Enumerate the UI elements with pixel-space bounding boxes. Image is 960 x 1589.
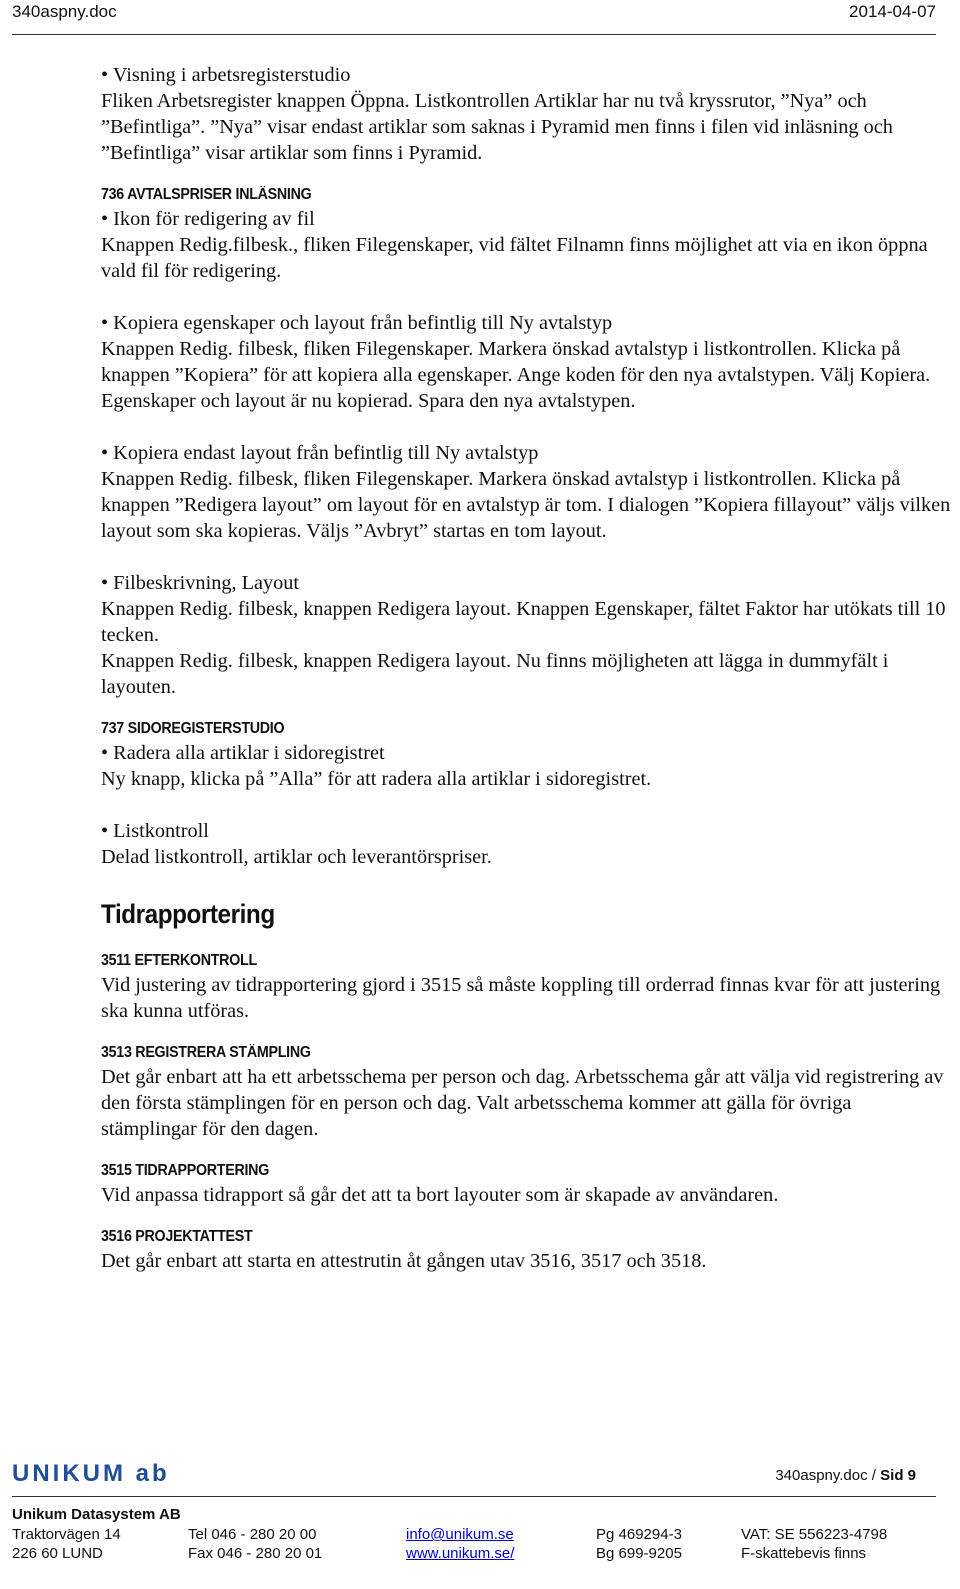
paragraph-filbeskrivning-1: Knappen Redig. filbesk, knappen Redigera layout. Knappen Egenskaper, fältet Faktor har utökats till 10 tecken. (101, 598, 946, 646)
bullet-kopiera-layout: • Kopiera endast layout från befintlig till Ny avtalstyp (101, 440, 951, 466)
tax-certificate: F-skattebevis finns (741, 1545, 867, 1562)
paragraph-3513: Det går enbart att ha ett arbetsschema per person och dag. Arbetsschema går att välja vid registrering av den första stämplingen för en person och dag. Valt arbetsschema kommer att gälla för övriga stämplingar för den dagen. (101, 1066, 944, 1140)
logo-text: UNIKUM ab (12, 1461, 170, 1485)
tel: Tel 046 - 280 20 00 (188, 1526, 317, 1543)
page-header (12, 0, 936, 35)
vat: VAT: SE 556223-4798 (741, 1526, 888, 1543)
bullet-radera: • Radera alla artiklar i sidoregistret (101, 740, 951, 766)
footer-phone (188, 1525, 322, 1563)
paragraph-3516: Det går enbart att starta en attestrutin åt gången utav 3516, 3517 och 3518. (101, 1250, 707, 1272)
email-link[interactable]: info@unikum.se (406, 1526, 514, 1543)
web-link[interactable]: www.unikum.se/ (406, 1545, 515, 1562)
footer-giro (596, 1525, 682, 1563)
header-filename: 340aspny.doc (12, 2, 117, 21)
pg: Pg 469294-3 (596, 1526, 682, 1543)
paragraph-listkontroll: Delad listkontroll, artiklar och leverantörspriser. (101, 846, 492, 868)
paragraph-radera: Ny knapp, klicka på ”Alla” för att radera alla artiklar i sidoregistret. (101, 768, 652, 790)
heading-3513: 3513 REGISTRERA STÄMPLING (101, 1044, 311, 1061)
document-body (101, 62, 951, 1274)
paragraph-3511: Vid justering av tidrapportering gjord i 3515 så måste koppling till orderrad finnas kvar för att justering ska kunna utföras. (101, 974, 941, 1022)
bullet-visning: • Visning i arbetsregisterstudio (101, 62, 951, 88)
paragraph-visning: Fliken Arbetsregister knappen Öppna. Listkontrollen Artiklar har nu två kryssrutor, ”Nya” och ”Befintliga”. ”Nya” visar endast artiklar som saknas i Pyramid men finns i filen vid inläsning och ”Befintliga” visar artiklar som finns i Pyramid. (101, 90, 893, 164)
footer-tax (741, 1525, 887, 1563)
address-line-2: 226 60 LUND (12, 1545, 103, 1562)
fax: Fax 046 - 280 20 01 (188, 1545, 323, 1562)
address-line-1: Traktorvägen 14 (12, 1526, 121, 1543)
bullet-listkontroll: • Listkontroll (101, 818, 951, 844)
page-number: Sid 9 (880, 1467, 916, 1484)
heading-737: 737 SIDOREGISTERSTUDIO (101, 720, 285, 737)
heading-tidrapportering: Tidrapportering (101, 899, 275, 929)
heading-3515: 3515 TIDRAPPORTERING (101, 1162, 270, 1179)
heading-3516: 3516 PROJEKTATTEST (101, 1228, 253, 1245)
unikum-logo (12, 1462, 232, 1484)
paragraph-kopiera-egenskaper: Knappen Redig. filbesk, fliken Filegenskaper. Markera önskad avtalstyp i listkontrollen. Klicka på knappen ”Kopiera” för att kopiera alla egenskaper. Ange koden för den nya avtalstypen. Välj Kopiera. Egenskaper och layout är nu kopierad. Spara den nya avtalstypen. (101, 338, 931, 412)
paragraph-ikon: Knappen Redig.filbesk., fliken Filegenskaper, vid fältet Filnamn finns möjlighet att via en ikon öppna vald fil för redigering. (101, 234, 928, 282)
header-date: 2014-04-07 (849, 2, 936, 21)
company-name: Unikum Datasystem AB (12, 1506, 181, 1523)
heading-3511: 3511 EFTERKONTROLL (101, 952, 257, 969)
paragraph-3515: Vid anpassa tidrapport så går det att ta bort layouter som är skapade av användaren. (101, 1184, 779, 1206)
page-reference (775, 1467, 916, 1484)
bullet-kopiera-egenskaper: • Kopiera egenskaper och layout från befintlig till Ny avtalstyp (101, 310, 951, 336)
heading-736: 736 AVTALSPRISER INLÄSNING (101, 186, 312, 203)
footer-address (12, 1525, 121, 1563)
bullet-ikon: • Ikon för redigering av fil (101, 206, 951, 232)
footer-bar (12, 1462, 936, 1497)
bullet-filbeskrivning: • Filbeskrivning, Layout (101, 570, 951, 596)
bg: Bg 699-9205 (596, 1545, 682, 1562)
page-ref-file: 340aspny.doc / (775, 1467, 876, 1484)
paragraph-kopiera-layout: Knappen Redig. filbesk, fliken Filegenskaper. Markera önskad avtalstyp i listkontrollen. Klicka på knappen ”Redigera layout” om layout för en avtalstyp är tom. I dialogen ”Kopiera fillayout” väljs vilken layout som ska kopieras. Väljs ”Avbryt” startas en tom layout. (101, 468, 951, 542)
footer-contact (406, 1525, 514, 1563)
paragraph-filbeskrivning-2: Knappen Redig. filbesk, knappen Redigera layout. Nu finns möjligheten att lägga in dummyfält i layouten. (101, 650, 889, 698)
